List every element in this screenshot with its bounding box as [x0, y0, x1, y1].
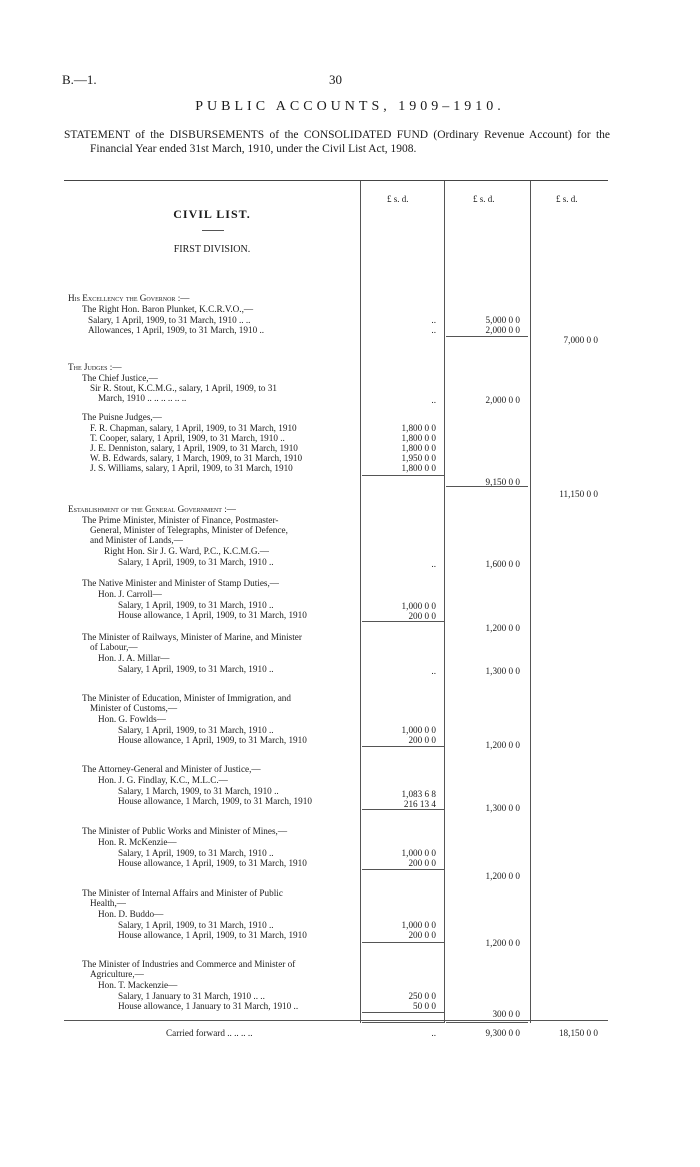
- table-row-label: The Puisne Judges,—: [82, 412, 162, 422]
- sum-rule: [362, 475, 444, 476]
- table-row-label: Salary, 1 April, 1909, to 31 March, 1910 ..: [118, 848, 274, 858]
- table-row-label: Salary, 1 April, 1909, to 31 March, 1910 .. ..: [88, 315, 251, 325]
- amount-cell: ..: [431, 1028, 436, 1038]
- table-row-label: The Minister of Internal Affairs and Minister of Public: [82, 888, 283, 898]
- amount-cell: ..: [431, 315, 436, 325]
- table-row-label: Right Hon. Sir J. G. Ward, P.C., K.C.M.G.—: [104, 546, 269, 556]
- amount-cell: 1,000 0 0: [401, 920, 436, 930]
- sum-rule: [446, 1020, 528, 1023]
- table-row-label: of Labour,—: [90, 642, 138, 652]
- table-row-label: House allowance, 1 April, 1909, to 31 March, 1910: [118, 930, 307, 940]
- amount-cell: 2,000 0 0: [485, 395, 520, 405]
- table-row-label: His Excellency the Governor :—: [68, 293, 190, 303]
- statement-intro: [64, 128, 610, 156]
- column-divider: [360, 181, 361, 1023]
- amount-cell: 1,300 0 0: [485, 666, 520, 676]
- table-row-label: Salary, 1 April, 1909, to 31 March, 1910 ..: [118, 920, 274, 930]
- table-row-label: House allowance, 1 April, 1909, to 31 March, 1910: [118, 610, 307, 620]
- amount-cell: 1,200 0 0: [485, 938, 520, 948]
- table-row-label: Salary, 1 April, 1909, to 31 March, 1910 ..: [118, 664, 274, 674]
- amount-cell: 9,150 0 0: [485, 477, 520, 487]
- table-row-label: Salary, 1 April, 1909, to 31 March, 1910 ..: [118, 600, 274, 610]
- table-row-label: House allowance, 1 April, 1909, to 31 March, 1910: [118, 858, 307, 868]
- amount-cell: 1,200 0 0: [485, 871, 520, 881]
- heading-rule: [202, 230, 224, 231]
- table-row-label: Hon. R. McKenzie—: [98, 837, 177, 847]
- table-row-label: and Minister of Lands,—: [90, 535, 183, 545]
- amount-cell: 1,000 0 0: [401, 725, 436, 735]
- amount-cell: 5,000 0 0: [485, 315, 520, 325]
- amount-cell: ..: [431, 559, 436, 569]
- amount-cell: 1,000 0 0: [401, 601, 436, 611]
- table-row-label: Salary, 1 March, 1909, to 31 March, 1910 ..: [118, 786, 279, 796]
- table-row-label: The Minister of Public Works and Minister of Mines,—: [82, 826, 288, 836]
- table-row-label: The Native Minister and Minister of Stamp Duties,—: [82, 578, 279, 588]
- table-row-label: Salary, 1 April, 1909, to 31 March, 1910 ..: [118, 725, 274, 735]
- table-row-label: Carried forward .. .. .. ..: [166, 1028, 253, 1038]
- sum-rule: [362, 621, 444, 622]
- table-row-label: The Right Hon. Baron Plunket, K.C.R.V.O.,—: [82, 304, 254, 314]
- amount-cell: 7,000 0 0: [563, 335, 598, 345]
- table-row-label: Health,—: [90, 898, 126, 908]
- amount-cell: ..: [431, 325, 436, 335]
- table-row-label: The Judges :—: [68, 362, 122, 372]
- currency-header: £ s. d.: [473, 194, 495, 204]
- sum-rule: [446, 336, 528, 337]
- sum-rule: [362, 942, 444, 943]
- table-row-label: Hon. T. Mackenzie—: [98, 980, 178, 990]
- table-row-label: Hon. J. A. Millar—: [98, 653, 170, 663]
- table-row-label: The Minister of Education, Minister of Immigration, and: [82, 693, 291, 703]
- table-row-label: The Prime Minister, Minister of Finance, Postmaster-: [82, 515, 279, 525]
- amount-cell: 200 0 0: [408, 858, 436, 868]
- amount-cell: 50 0 0: [413, 1001, 436, 1011]
- amount-cell: 1,800 0 0: [401, 423, 436, 433]
- amount-cell: 216 13 4: [403, 799, 436, 809]
- amount-cell: ..: [431, 395, 436, 405]
- table-row-label: W. B. Edwards, salary, 1 March, 1909, to 31 March, 1910: [90, 453, 303, 463]
- amount-cell: 9,300 0 0: [485, 1028, 520, 1038]
- table-row-label: The Attorney-General and Minister of Justice,—: [82, 764, 261, 774]
- page-title: PUBLIC ACCOUNTS, 1909–1910.: [195, 99, 505, 114]
- amount-cell: 1,300 0 0: [485, 803, 520, 813]
- column-divider: [444, 181, 445, 1023]
- amount-cell: 2,000 0 0: [485, 325, 520, 335]
- division-heading: FIRST DIVISION.: [173, 244, 251, 255]
- table-row-label: March, 1910 .. .. .. .. .. ..: [98, 393, 187, 403]
- amount-cell: 11,150 0 0: [559, 489, 598, 499]
- amount-cell: 1,950 0 0: [401, 453, 436, 463]
- amount-cell: 1,600 0 0: [485, 559, 520, 569]
- table-row-label: Hon. G. Fowlds—: [98, 714, 166, 724]
- table-row-label: Establishment of the General Government :—: [68, 504, 236, 514]
- table-row-label: The Chief Justice,—: [82, 373, 158, 383]
- document-reference: B.—1.: [62, 72, 97, 87]
- table-row-label: Agriculture,—: [90, 969, 144, 979]
- amount-cell: 1,000 0 0: [401, 848, 436, 858]
- table-row-label: F. R. Chapman, salary, 1 April, 1909, to 31 March, 1910: [90, 423, 297, 433]
- table-row-label: T. Cooper, salary, 1 April, 1909, to 31 March, 1910 ..: [90, 433, 285, 443]
- table-row-label: General, Minister of Telegraphs, Minister of Defence,: [90, 525, 288, 535]
- table-row-label: Hon. J. Carroll—: [98, 589, 162, 599]
- amount-cell: 250 0 0: [408, 991, 436, 1001]
- sum-rule: [362, 1020, 444, 1023]
- table-row-label: House allowance, 1 January to 31 March, 1910 ..: [118, 1001, 299, 1011]
- amount-cell: 1,800 0 0: [401, 433, 436, 443]
- amount-cell: 200 0 0: [408, 735, 436, 745]
- sum-rule: [362, 1012, 444, 1013]
- table-row-label: The Minister of Industries and Commerce and Minister of: [82, 959, 296, 969]
- amount-cell: 200 0 0: [408, 611, 436, 621]
- statement-text: STATEMENT of the DISBURSEMENTS of the CONSOLIDATED FUND (Ordinary Revenue Account) for the Financial Year ended 31st March, 1910, under the Civil List Act, 1908.: [64, 129, 610, 155]
- amount-cell: 1,200 0 0: [485, 740, 520, 750]
- currency-header: £ s. d.: [556, 194, 578, 204]
- amount-cell: 18,150 0 0: [558, 1028, 598, 1038]
- sum-rule: [362, 746, 444, 747]
- table-row-label: House allowance, 1 April, 1909, to 31 March, 1910: [118, 735, 307, 745]
- table-row-label: Hon. D. Buddo—: [98, 909, 164, 919]
- sum-rule: [362, 869, 444, 870]
- table-row-label: Salary, 1 April, 1909, to 31 March, 1910 ..: [118, 557, 274, 567]
- table-row-label: J. S. Williams, salary, 1 April, 1909, to 31 March, 1910: [90, 463, 293, 473]
- sum-rule: [446, 486, 528, 487]
- amount-cell: 1,800 0 0: [401, 463, 436, 473]
- table-row-label: Sir R. Stout, K.C.M.G., salary, 1 April, 1909, to 31: [90, 383, 277, 393]
- sum-rule: [362, 809, 444, 810]
- page-number: 30: [329, 72, 342, 87]
- currency-header: £ s. d.: [387, 194, 409, 204]
- table-row-label: The Minister of Railways, Minister of Marine, and Minister: [82, 632, 302, 642]
- table-row-label: Salary, 1 January to 31 March, 1910 .. ..: [118, 991, 265, 1001]
- table-row-label: House allowance, 1 March, 1909, to 31 March, 1910: [118, 796, 312, 806]
- section-heading: CIVIL LIST.: [173, 207, 251, 221]
- amount-cell: 1,800 0 0: [401, 443, 436, 453]
- table-row-label: Minister of Customs,—: [90, 703, 178, 713]
- table-row-label: J. E. Denniston, salary, 1 April, 1909, to 31 March, 1910: [90, 443, 298, 453]
- amount-cell: 200 0 0: [408, 930, 436, 940]
- disbursements-table: [64, 180, 608, 1038]
- table-row-label: Allowances, 1 April, 1909, to 31 March, 1910 ..: [88, 325, 265, 335]
- amount-cell: ..: [431, 666, 436, 676]
- amount-cell: 1,083 6 8: [401, 789, 436, 799]
- amount-cell: 1,200 0 0: [485, 623, 520, 633]
- amount-cell: 300 0 0: [492, 1009, 520, 1019]
- column-divider: [530, 181, 531, 1023]
- table-row-label: Hon. J. G. Findlay, K.C., M.L.C.—: [98, 775, 228, 785]
